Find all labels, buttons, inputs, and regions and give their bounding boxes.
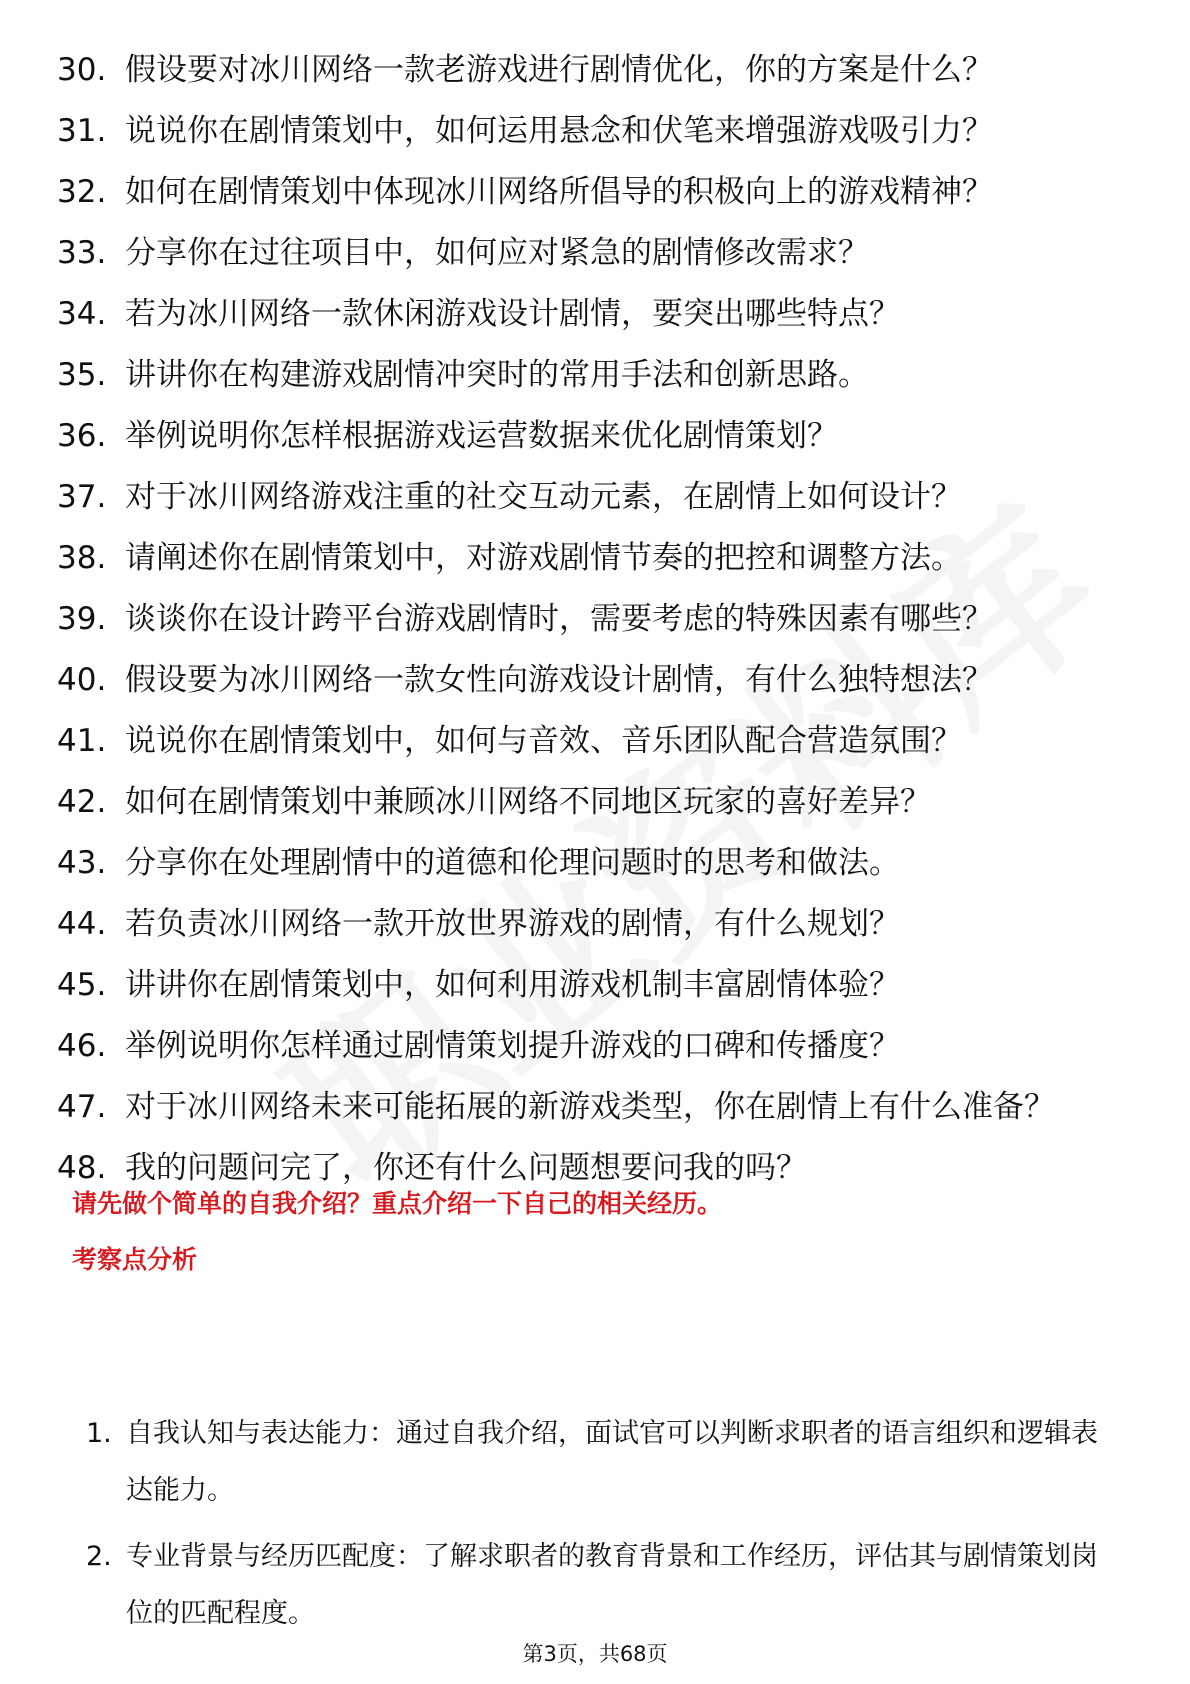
question-number: 32. (57, 174, 107, 210)
question-item (57, 719, 1137, 763)
question-item (57, 1085, 1137, 1129)
question-text: 如何在剧情策划中体现冰川网络所倡导的积极向上的游戏精神？ (125, 174, 993, 210)
question-item (57, 48, 1137, 92)
question-item (57, 292, 1137, 336)
question-number: 37. (57, 479, 107, 515)
question-item (57, 902, 1137, 946)
analysis-list (86, 1405, 1116, 1651)
question-number: 41. (57, 723, 107, 759)
question-item (57, 658, 1137, 702)
question-number: 40. (57, 662, 107, 698)
question-list (57, 48, 1137, 1207)
question-item (57, 475, 1137, 519)
question-text: 说说你在剧情策划中，如何与音效、音乐团队配合营造氛围？ (125, 723, 962, 759)
question-item (57, 963, 1137, 1007)
question-number: 47. (57, 1089, 107, 1125)
page-footer: 第3页，共68页 (522, 1642, 668, 1666)
analysis-item (86, 1528, 1116, 1642)
question-text: 对于冰川网络游戏注重的社交互动元素，在剧情上如何设计？ (125, 479, 962, 515)
question-text: 讲讲你在剧情策划中，如何利用游戏机制丰富剧情体验？ (125, 967, 900, 1003)
question-item (57, 353, 1137, 397)
question-item (57, 1024, 1137, 1068)
question-item (57, 231, 1137, 275)
question-text: 假设要为冰川网络一款女性向游戏设计剧情，有什么独特想法？ (125, 662, 993, 698)
question-number: 46. (57, 1028, 107, 1064)
question-number: 31. (57, 113, 107, 149)
highlight-question: 请先做个简单的自我介绍？重点介绍一下自己的相关经历。 (72, 1189, 723, 1218)
question-text: 对于冰川网络未来可能拓展的新游戏类型，你在剧情上有什么准备？ (125, 1089, 1055, 1125)
question-item (57, 841, 1137, 885)
question-text: 举例说明你怎样通过剧情策划提升游戏的口碑和传播度？ (125, 1028, 900, 1064)
analysis-text: 专业背景与经历匹配度：了解求职者的教育背景和工作经历，评估其与剧情策划岗位的匹配程度。 (126, 1541, 1098, 1629)
question-item (57, 109, 1137, 153)
question-number: 43. (57, 845, 107, 881)
question-number: 34. (57, 296, 107, 332)
question-text: 讲讲你在构建游戏剧情冲突时的常用手法和创新思路。 (125, 357, 869, 393)
question-number: 33. (57, 235, 107, 271)
question-text: 谈谈你在设计跨平台游戏剧情时，需要考虑的特殊因素有哪些？ (125, 601, 993, 637)
question-number: 45. (57, 967, 107, 1003)
question-number: 38. (57, 540, 107, 576)
question-number: 30. (57, 52, 107, 88)
question-text: 请阐述你在剧情策划中，对游戏剧情节奏的把控和调整方法。 (125, 540, 962, 576)
question-text: 分享你在过往项目中，如何应对紧急的剧情修改需求？ (125, 235, 869, 271)
analysis-text: 自我认知与表达能力：通过自我介绍，面试官可以判断求职者的语言组织和逻辑表达能力。 (126, 1418, 1098, 1506)
question-item (57, 414, 1137, 458)
question-text: 若为冰川网络一款休闲游戏设计剧情，要突出哪些特点？ (125, 296, 900, 332)
question-number: 35. (57, 357, 107, 393)
question-item (57, 170, 1137, 214)
question-number: 39. (57, 601, 107, 637)
question-text: 假设要对冰川网络一款老游戏进行剧情优化，你的方案是什么？ (125, 52, 993, 88)
question-text: 若负责冰川网络一款开放世界游戏的剧情，有什么规划？ (125, 906, 900, 942)
question-number: 42. (57, 784, 107, 820)
question-text: 我的问题问完了，你还有什么问题想要问我的吗？ (125, 1150, 807, 1186)
question-number: 48. (57, 1150, 107, 1186)
analysis-number: 2. (86, 1541, 112, 1572)
question-item (57, 780, 1137, 824)
question-number: 44. (57, 906, 107, 942)
question-text: 举例说明你怎样根据游戏运营数据来优化剧情策划？ (125, 418, 838, 454)
analysis-item (86, 1405, 1116, 1519)
analysis-heading: 考察点分析 (72, 1245, 198, 1274)
question-text: 说说你在剧情策划中，如何运用悬念和伏笔来增强游戏吸引力？ (125, 113, 993, 149)
question-text: 如何在剧情策划中兼顾冰川网络不同地区玩家的喜好差异？ (125, 784, 931, 820)
question-item (57, 597, 1137, 641)
question-item (57, 536, 1137, 580)
analysis-number: 1. (86, 1418, 112, 1449)
question-text: 分享你在处理剧情中的道德和伦理问题时的思考和做法。 (125, 845, 900, 881)
question-number: 36. (57, 418, 107, 454)
